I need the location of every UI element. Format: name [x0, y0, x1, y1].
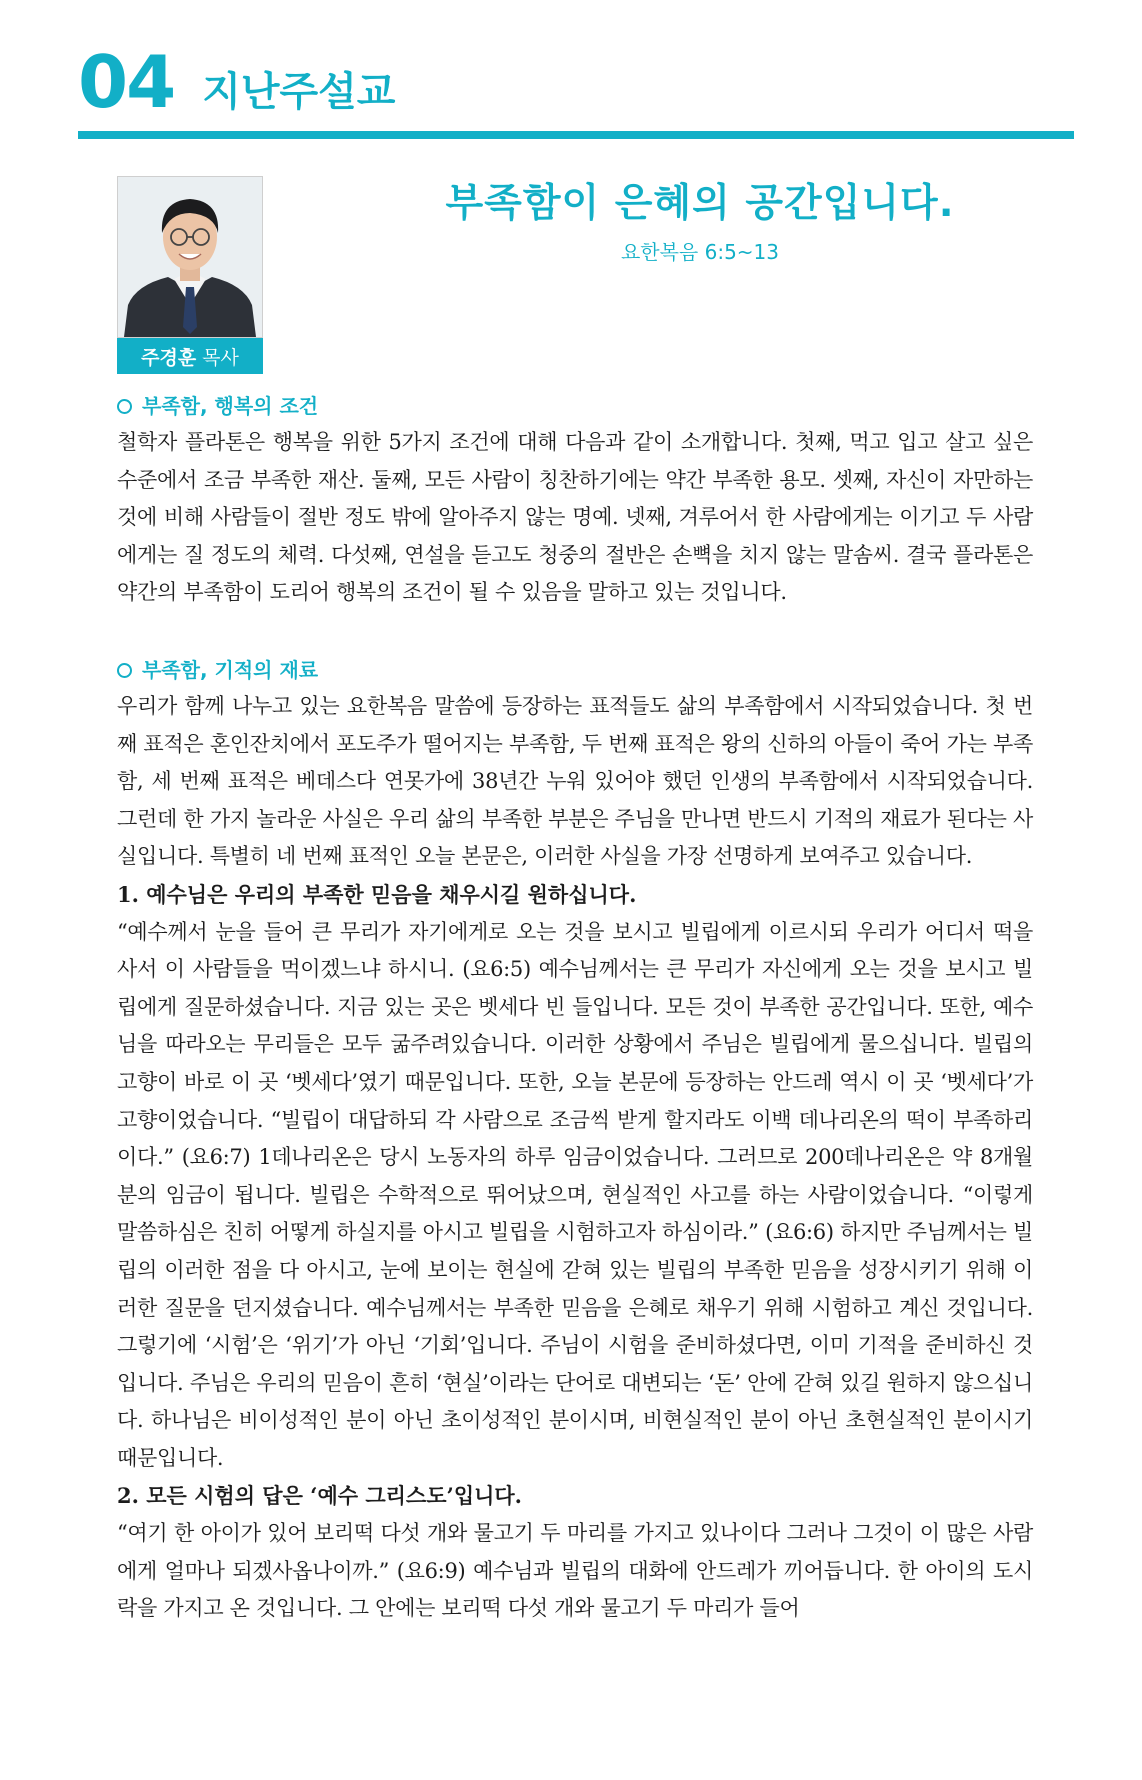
point-1-heading: 1. 예수님은 우리의 부족한 믿음을 채우시길 원하십니다. — [117, 881, 637, 907]
header-divider — [78, 131, 1074, 139]
subheading-1-text: 부족함, 행복의 조건 — [142, 394, 319, 418]
section-header — [78, 38, 396, 124]
author-name: 주경훈 — [141, 346, 197, 369]
paragraph-2: 우리가 함께 나누고 있는 요한복음 말씀에 등장하는 표적들도 삶의 부족함에서 시작되었습니다. 첫 번째 표적은 혼인잔치에서 포도주가 떨어지는 부족함, 두 번째 표적은 왕의 신하의 아들이 죽어 가는 부족함, 세 번째 표적은 베데스다 연못가에 38년간 누워 있어야 했던 인생의 부족함에서 시작되었습니다. 그런데 한 가지 놀라운 사실은 우리 삶의 부족한 부분은 주님을 만나면 반드시 기적의 재료가 된다는 사실입니다. 특별히 네 번째 표적인 오늘 본문은, 이러한 사실을 가장 선명하게 보여주고 있습니다. — [117, 694, 1033, 869]
pastor-photo — [117, 176, 263, 338]
section-title: 지난주설교 — [202, 69, 396, 115]
paragraph-3: “예수께서 눈을 들어 큰 무리가 자기에게로 오는 것을 보시고 빌립에게 이르시되 우리가 어디서 떡을 사서 이 사람들을 먹이겠느냐 하시니. (요6:5) 예수님께서는 큰 무리가 자신에게 오는 것을 보시고 빌립에게 질문하셨습니다. 지금 있는 곳은 벳세다 빈 들입니다. 모든 것이 부족한 공간입니다. 또한, 예수님을 따라오는 무리들은 모두 굶주려있습니다. 이러한 상황에서 주님은 빌립에게 물으십니다. 빌립의 고향이 바로 이 곳 ‘벳세다’였기 때문입니다. 또한, 오늘 본문에 등장하는 안드레 역시 이 곳 ‘벳세다’가 고향이었습니다. “빌립이 대답하되 각 사람으로 조금씩 받게 할지라도 이백 데나리온의 떡이 부족하리이다.” (요6:7) 1데나리온은 당시 노동자의 하루 임금이었습니다. 그러므로 200데나리온은 약 8개월분의 임금이 됩니다. 빌립은 수학적으로 뛰어났으며, 현실적인 사고를 하는 사람이었습니다. “이렇게 말씀하심은 친히 어떻게 하실지를 아시고 빌립을 시험하고자 하심이라.” (요6:6) 하지만 주님께서는 빌립의 이러한 점을 다 아시고, 눈에 보이는 현실에 갇혀 있는 빌립의 부족한 믿음을 성장시키기 위해 이러한 질문을 던지셨습니다. 예수님께서는 부족한 믿음을 은혜로 채우기 위해 시험하고 계신 것입니다. 그렇기에 ‘시험’은 ‘위기’가 아닌 ‘기회’입니다. 주님이 시험을 준비하셨다면, 이미 기적을 준비하신 것입니다. 주님은 우리의 믿음이 흔히 ‘현실’이라는 단어로 대변되는 ‘돈’ 안에 갇혀 있길 원하지 않으십니다. 하나님은 비이성적인 분이 아닌 초이성적인 분이시며, 비현실적인 분이 아닌 초현실적인 분이시기 때문입니다. — [117, 919, 1033, 1470]
subheading-1 — [117, 388, 1033, 424]
section-number: 04 — [78, 40, 175, 124]
paragraph-4: “여기 한 아이가 있어 보리떡 다섯 개와 물고기 두 마리를 가지고 있나이다 그러나 그것이 이 많은 사람에게 얼마나 되겠사옵나이까.” (요6:9) 예수님과 빌립의 대화에 안드레가 끼어듭니다. 한 아이의 도시락을 가지고 온 것입니다. 그 안에는 보리떡 다섯 개와 물고기 두 마리가 들어 — [117, 1521, 1033, 1621]
subheading-2-text: 부족함, 기적의 재료 — [142, 658, 319, 682]
subheading-2 — [117, 652, 1033, 688]
circle-bullet-icon — [117, 663, 132, 678]
author-name-tag — [117, 338, 263, 374]
sermon-title: 부족함이 은혜의 공간입니다. — [445, 181, 955, 226]
section-block-1 — [117, 388, 1033, 612]
point-2-heading: 2. 모든 시험의 답은 ‘예수 그리스도’입니다. — [117, 1483, 522, 1509]
paragraph-1: 철학자 플라톤은 행복을 위한 5가지 조건에 대해 다음과 같이 소개합니다. 첫째, 먹고 입고 살고 싶은 수준에서 조금 부족한 재산. 둘째, 모든 사람이 칭찬하기에는 약간 부족한 용모. 셋째, 자신이 자만하는 것에 비해 사람들이 절반 정도 밖에 알아주지 않는 명예. 넷째, 겨루어서 한 사람에게는 이기고 두 사람에게는 질 정도의 체력. 다섯째, 연설을 듣고도 청중의 절반은 손뼉을 치지 않는 말솜씨. 결국 플라톤은 약간의 부족함이 도리어 행복의 조건이 될 수 있음을 말하고 있는 것입니다. — [117, 430, 1033, 605]
circle-bullet-icon — [117, 399, 132, 414]
scripture-reference: 요한복음 6:5~13 — [620, 240, 780, 264]
pastor-portrait-icon — [118, 177, 262, 337]
author-role: 목사 — [202, 346, 239, 369]
section-block-2 — [117, 652, 1033, 1628]
